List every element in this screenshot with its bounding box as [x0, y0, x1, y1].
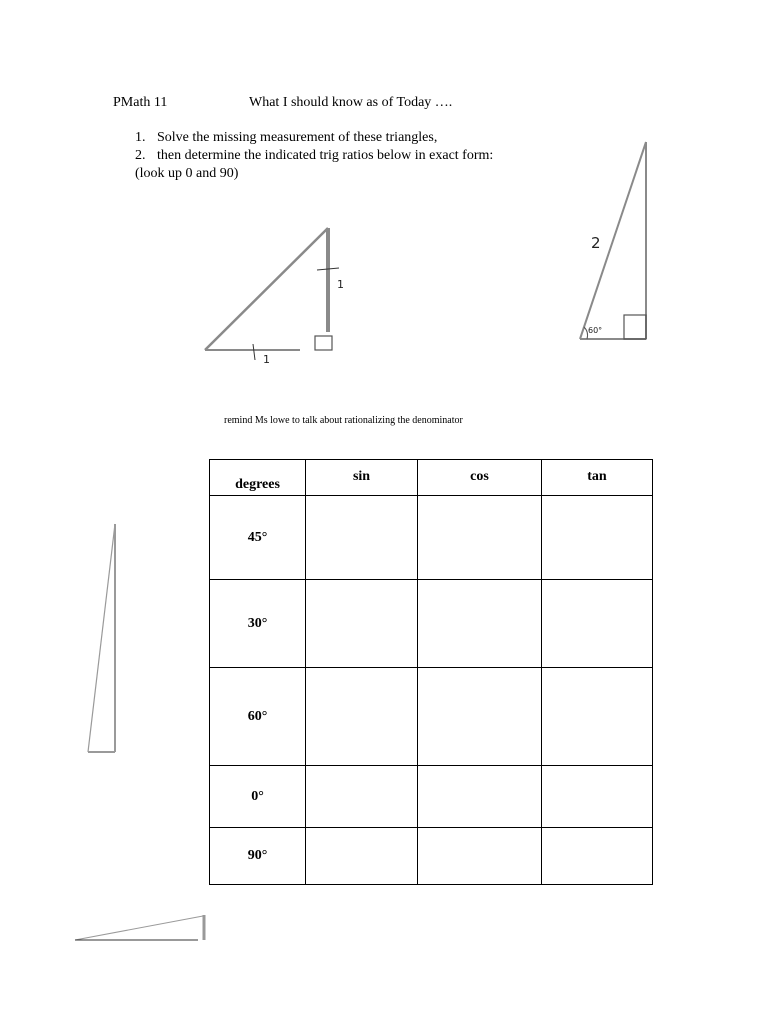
- hypotenuse-label: 2: [591, 234, 601, 252]
- right-angle-marker: [624, 315, 646, 339]
- row-label-0: 0°: [210, 766, 306, 828]
- answer-cell[interactable]: [542, 496, 653, 580]
- vertical-leg-label: 1: [337, 278, 344, 291]
- answer-cell[interactable]: [542, 580, 653, 668]
- angle-label: 60°: [588, 326, 603, 335]
- header-tan: tan: [542, 460, 653, 496]
- instruction-2: [135, 147, 493, 165]
- row-label-90: 90°: [210, 828, 306, 885]
- instruction-note: (look up 0 and 90): [135, 166, 239, 181]
- answer-cell[interactable]: [418, 580, 542, 668]
- table-row: [210, 496, 653, 580]
- header-cos: cos: [418, 460, 542, 496]
- answer-cell[interactable]: [306, 580, 418, 668]
- table-header-row: [210, 460, 653, 496]
- isosceles-right-triangle: [195, 220, 345, 370]
- tick-mark-horizontal: [253, 344, 255, 360]
- thirty-sixty-ninety-triangle: [575, 138, 660, 348]
- page-title: What I should know as of Today ….: [249, 95, 453, 110]
- answer-cell[interactable]: [306, 828, 418, 885]
- flat-wide-triangle: [70, 910, 215, 946]
- instruction-1-number: 1.: [135, 130, 146, 145]
- table-row: [210, 668, 653, 766]
- right-angle-marker: [315, 336, 332, 350]
- header-sin: sin: [306, 460, 418, 496]
- hypotenuse-line: [205, 228, 328, 350]
- row-label-60: 60°: [210, 668, 306, 766]
- answer-cell[interactable]: [306, 668, 418, 766]
- course-name: PMath 11: [113, 95, 168, 110]
- answer-cell[interactable]: [306, 496, 418, 580]
- instruction-2-number: 2.: [135, 148, 146, 163]
- answer-cell[interactable]: [418, 668, 542, 766]
- table-row: [210, 766, 653, 828]
- answer-cell[interactable]: [418, 496, 542, 580]
- hypotenuse-line: [580, 142, 646, 339]
- answer-cell[interactable]: [542, 766, 653, 828]
- answer-cell[interactable]: [542, 828, 653, 885]
- answer-cell[interactable]: [418, 766, 542, 828]
- instruction-1: [135, 129, 437, 147]
- table-row: [210, 580, 653, 668]
- instruction-2-text: then determine the indicated trig ratios below in exact form:: [157, 148, 494, 163]
- tall-thin-triangle: [84, 520, 124, 760]
- reminder-note: remind Ms lowe to talk about rationalizing the denominator: [224, 415, 463, 426]
- header-degrees: degrees: [210, 460, 306, 496]
- trig-ratio-table: [209, 459, 653, 885]
- hypotenuse-line: [88, 524, 115, 752]
- instruction-1-text: Solve the missing measurement of these triangles,: [157, 130, 438, 145]
- answer-cell[interactable]: [306, 766, 418, 828]
- horizontal-leg-label: 1: [263, 353, 270, 366]
- answer-cell[interactable]: [542, 668, 653, 766]
- hypotenuse-line: [75, 916, 203, 940]
- table-row: [210, 828, 653, 885]
- row-label-30: 30°: [210, 580, 306, 668]
- row-label-45: 45°: [210, 496, 306, 580]
- answer-cell[interactable]: [418, 828, 542, 885]
